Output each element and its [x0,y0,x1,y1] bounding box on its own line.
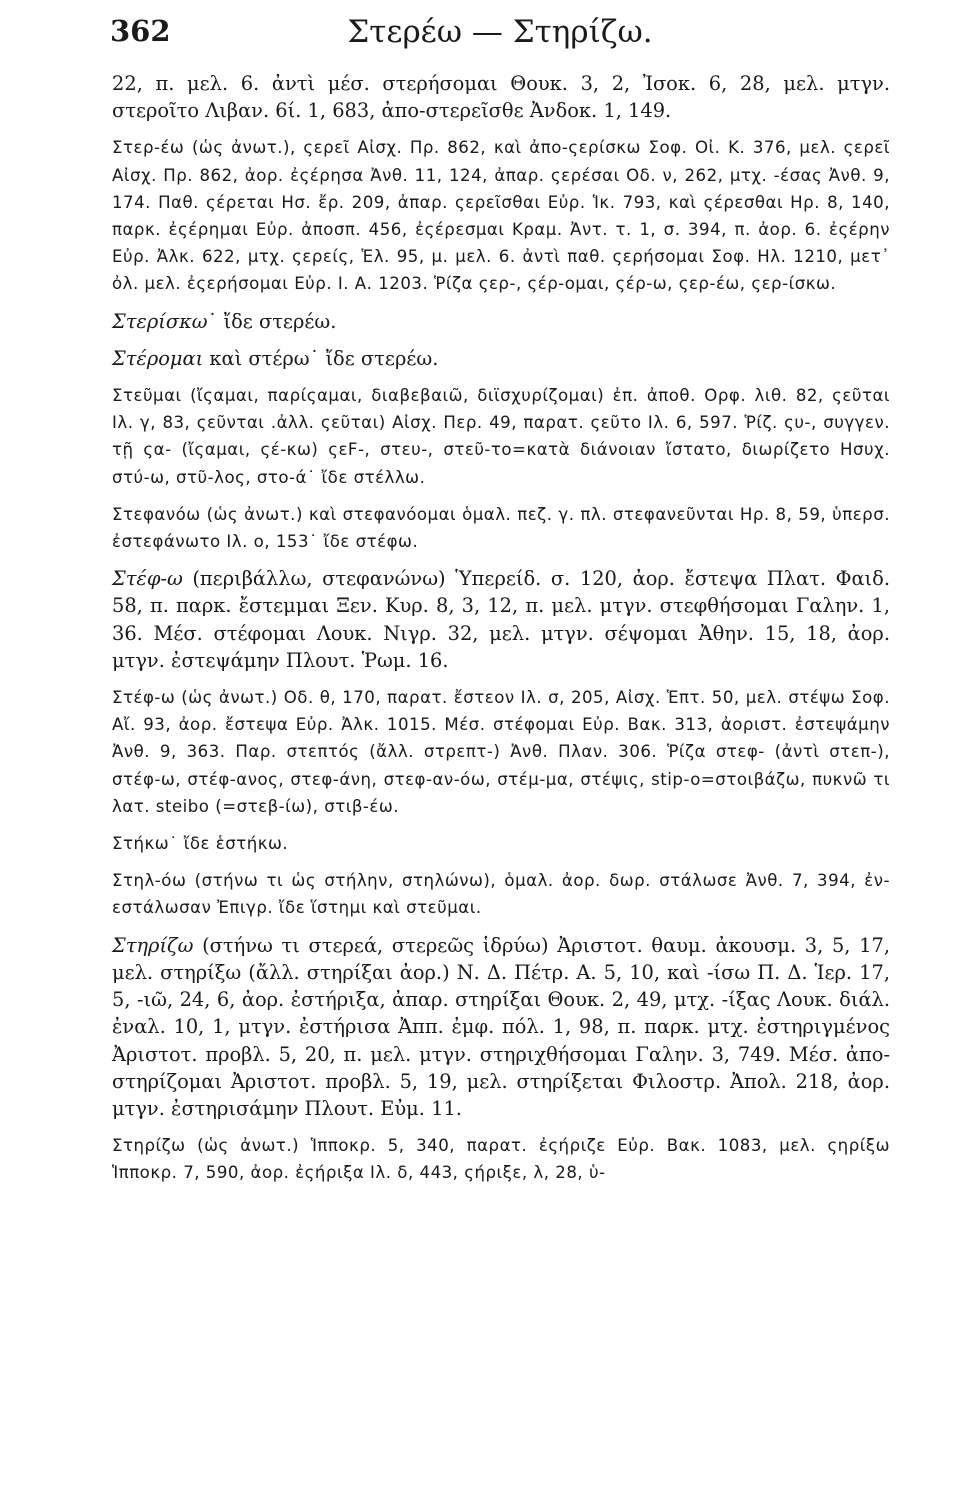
entry-continuation [112,70,890,124]
entry-text: Στεφανόω (ὡς ἀνωτ.) καὶ στεφανόομαι ὁμαλ. πεζ. γ. πλ. στεφανεῦνται Ηρ. 8, 59, ὑπερσ. ἐστεφάνωτο Ιλ. ο, 153˙ ἴδε στέφω. [112,504,890,552]
entry-text: Στεῦμαι (ἴςαμαι, παρίςαμαι, διαβεβαιῶ, διϊσχυρίζομαι) ἐπ. ἀποθ. Ορφ. λιθ. 82, ςεῦται Ιλ. γ, 83, ςεῦνται .ἀλλ. ςεῦται) Αἰσχ. Περ. 49, παρατ. ςεῦτο Ιλ. 6, 597. Ῥίζ. ςυ-, συγγεν. τῇ ςα- (ἴςαμαι, ςέ-κω) ςεF-, στευ-, στεῦ-το=κατὰ διάνοιαν ἴστατο, διωρίζετο Ησυχ. στύ-ω, στῦ-λος, στο-ά˙ ἴδε στέλλω. [112,386,890,487]
entry-text: (στήνω τι στερεά, στερεῶς ἱδρύω) Ἀριστοτ. θαυμ. ἀκουσμ. 3, 5, 17, μελ. στηρίξω (ἄλλ. στηρίξαι ἀορ.) Ν. Δ. Πέτρ. Α. 5, 10, καὶ -ίσω Π. Δ. Ἱερ. 17, 5, -ιῶ, 24, 6, ἀορ. ἐστήριξα, ἀπαρ. στηρίξαι Θουκ. 2, 49, μτχ. -ίξας Λουκ. διάλ. ἐναλ. 10, 1, μτγν. ἐστήρισα Ἀππ. ἐμφ. πόλ. 1, 98, π. παρκ. μτχ. ἐστηριγμένος Ἀριστοτ. προβλ. 5, 20, π. μελ. μτγν. στηριχθήσομαι Γαλην. 3, 749. Μέσ. ἀπο-στηρίζομαι Ἀριστοτ. προβλ. 5, 19, μελ. στηρίξεται Φιλοστρ. Ἀπολ. 218, ἀορ. μτγν. ἐστηρισάμην Πλουτ. Εὐμ. 11. [112,933,890,1120]
entry-sthkw [112,830,890,857]
entry-stefanow [112,501,890,555]
entry-sthlow [112,867,890,921]
page-body [112,70,890,1187]
running-title: Στερέω — Στηρίζω. [347,14,653,50]
entry-sthrizw [112,932,890,1122]
page-number: 362 [110,14,171,48]
entry-sthrizw-2 [112,1132,890,1186]
entry-stefw [112,565,890,674]
entry-text: Στήκω˙ ἴδε ἑστήκω. [112,834,289,854]
entry-headword: Στέφ-ω [112,567,183,591]
entry-text: καὶ στέρω˙ ἴδε στερέω. [203,346,439,370]
page-header [110,14,890,62]
entry-text: 22, π. μελ. 6. ἀντὶ μέσ. στερήσομαι Θουκ. 3, 2, Ἰσοκ. 6, 28, μελ. μτγν. στεροῖτο Λιβαν. 6ί. 1, 683, ἀπο-στερεῖσθε Ἀνδοκ. 1, 149. [112,72,890,123]
entry-text: Στερ-έω (ὡς ἀνωτ.), ςερεῖ Αἰσχ. Πρ. 862, καὶ ἀπο-ςερίσκω Σοφ. Οἰ. Κ. 376, μελ. ςερεῖ Αἰσχ. Πρ. 862, ἀορ. ἐςέρησα Ἀνθ. 11, 124, ἀπαρ. ςερέσαι Οδ. ν, 262, μτχ. -έσας Ἀνθ. 9, 174. Παθ. ςέρεται Ησ. ἔρ. 209, ἀπαρ. ςερεῖσθαι Εὐρ. Ἱκ. 793, καὶ ςέρεσθαι Ηρ. 8, 140, παρκ. ἐςέρημαι Εὐρ. ἀποσπ. 456, ἐςέρεσμαι Κραμ. Ἀντ. τ. 1, σ. 394, π. ἀορ. 6. ἐςέρην Εὐρ. Ἀλκ. 622, μτχ. ςερείς, Ἑλ. 95, μ. μελ. 6. ἀντὶ παθ. ςερήσομαι Σοφ. Ηλ. 1210, μετ᾽ ὀλ. μελ. ἐςερήσομαι Εὐρ. Ι. Α. 1203. Ῥίζα ςερ-, ςέρ-ομαι, ςέρ-ω, ςερ-έω, ςερ-ίσκω. [112,138,890,294]
entry-text: ˙ ἴδε στερέω. [207,309,337,333]
entry-text: Στέφ-ω (ὡς ἀνωτ.) Οδ. θ, 170, παρατ. ἔστεον Ιλ. σ, 205, Αἰσχ. Ἑπτ. 50, μελ. στέψω Σοφ. Αἴ. 93, ἀορ. ἔστεψα Εὐρ. Ἀλκ. 1015. Μέσ. στέφομαι Εὐρ. Βακ. 313, ἀοριστ. ἐστεψάμην Ἀνθ. 9, 363. Παρ. στεπτός (ἄλλ. στρεπτ-) Ἀνθ. Πλαν. 306. Ῥίζα στεφ- (ἀντὶ στεπ-), στέφ-ω, στέφ-ανος, στεφ-άνη, στεφ-αν-όω, στέμ-μα, στέψις, stip-o=στοιβάζω, πυκνῶ τι λατ. steibo (=στεβ-ίω), στιβ-έω. [112,688,890,816]
entry-text: (περιβάλλω, στεφανώνω) Ὑπερείδ. σ. 120, ἀορ. ἔστεψα Πλατ. Φαιδ. 58, π. παρκ. ἔστεμμαι Ξεν. Κυρ. 8, 3, 12, π. μελ. μτγν. στεφθήσομαι Γαλην. 1, 36. Μέσ. στέφομαι Λουκ. Νιγρ. 32, μελ. μτγν. σέψομαι Ἀθην. 15, 18, ἀορ. μτγν. ἐστεψάμην Πλουτ. Ῥωμ. 16. [112,567,890,672]
entry-headword: Στηρίζω [112,933,194,957]
entry-steromai [112,345,890,372]
entry-headword: Στερίσκω [112,309,208,333]
entry-headword: Στέρομαι [112,346,204,370]
entry-text: Στηρίζω (ὡς ἀνωτ.) Ἱπποκρ. 5, 340, παρατ. ἐςήριζε Εὐρ. Βακ. 1083, μελ. ςηρίξω Ἱπποκρ. 7, 590, ἀορ. ἐςήριξα Ιλ. δ, 443, ςήριξε, λ, 28, ὑ- [112,1136,890,1183]
entry-steriskw [112,308,890,335]
entry-text: Στηλ-όω (στήνω τι ὡς στήλην, στηλώνω), ὁμαλ. ἀορ. δωρ. στάλωσε Ἀνθ. 7, 394, ἐν-εστάλωσαν Ἐπιγρ. ἴδε ἵστημι καὶ στεῦμαι. [112,871,890,918]
entry-steumai [112,382,890,491]
entry-stefw-2 [112,684,890,820]
entry-sterew [112,134,890,297]
